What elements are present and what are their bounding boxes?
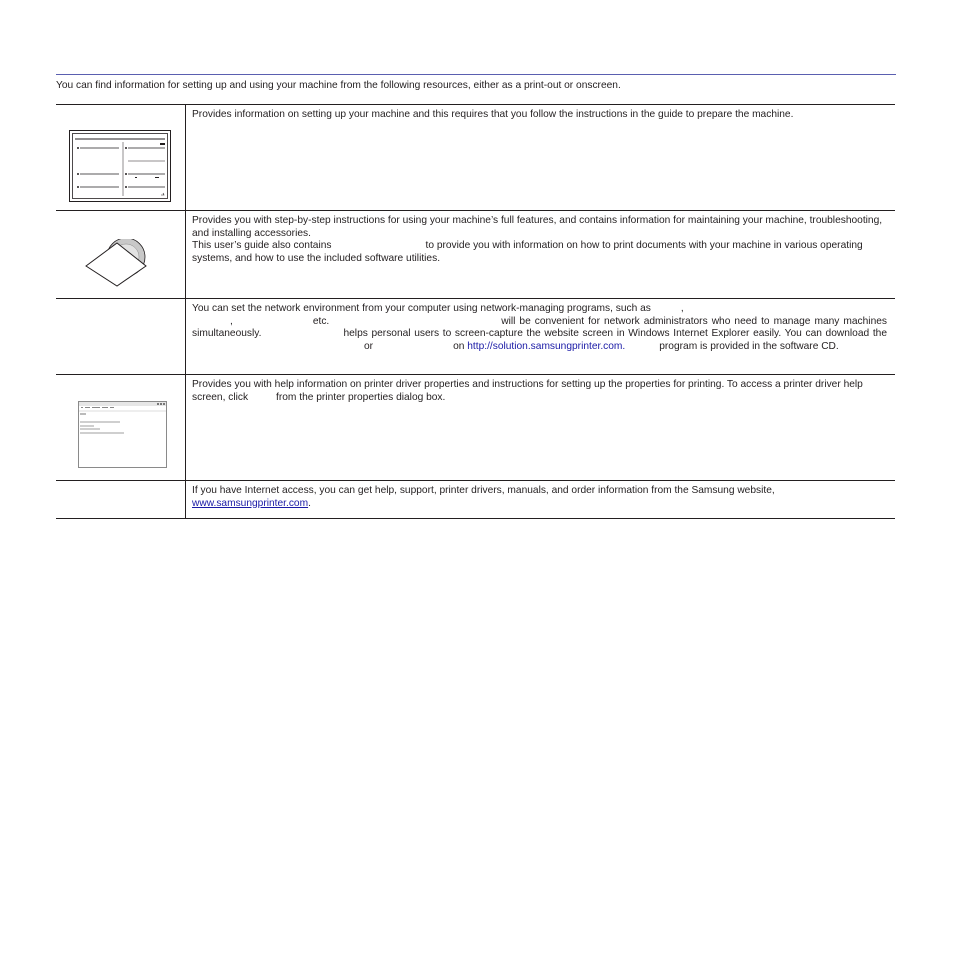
header-rule [56,74,896,75]
network-program-description: You can set the network environment from your computer using network-managing programs, such as , , etc. will be convenient for network administrators who need to manage many machines simultaneously. helps personal users to screen-capture the website screen in Windows Internet Explorer easily. You can download theor on http://solution.samsungprinter.com. program is provided in the software CD. [186,299,896,375]
website-description: If you have Internet access, you can get help, support, printer drivers, manuals, and order information from the Samsung website, www.samsungprinter.com. [186,481,896,519]
help-window-icon [78,401,168,469]
driver-help-description: Provides you with help information on printer driver properties and instructions for setting up the properties for printing. To access a printer driver help screen, click from the printer properties dialog box. [186,375,896,481]
table-row [56,481,895,519]
solution-website-link[interactable]: http://solution.samsungprinter.com. [467,340,626,352]
table-row [56,375,895,481]
table-row [56,105,895,211]
cd-sleeve-icon [84,239,150,287]
driver-help-illustration-cell [56,375,186,481]
table-row [56,299,895,375]
quick-guide-description: Provides information on setting up your machine and this requires that you follow the instructions in the guide to prepare the machine. [186,105,896,211]
resources-table [56,104,895,519]
user-guide-description: Provides you with step-by-step instructions for using your machine’s full features, and contains information for maintaining your machine, troubleshooting, and installing accessories. This user’s guide also contains to provide you with information on how to print documents with your machine in various operating systems, and how to use the included software utilities. [186,211,896,299]
user-guide-illustration-cell [56,211,186,299]
table-row [56,211,895,299]
samsung-website-link[interactable]: www.samsungprinter.com [192,497,309,509]
quick-guide-icon [69,130,172,203]
quick-guide-illustration-cell [56,105,186,211]
website-cell [56,481,186,519]
intro-text: You can find information for setting up and using your machine from the following resources, either as a print-out or onscreen. [56,80,621,91]
network-program-cell [56,299,186,375]
